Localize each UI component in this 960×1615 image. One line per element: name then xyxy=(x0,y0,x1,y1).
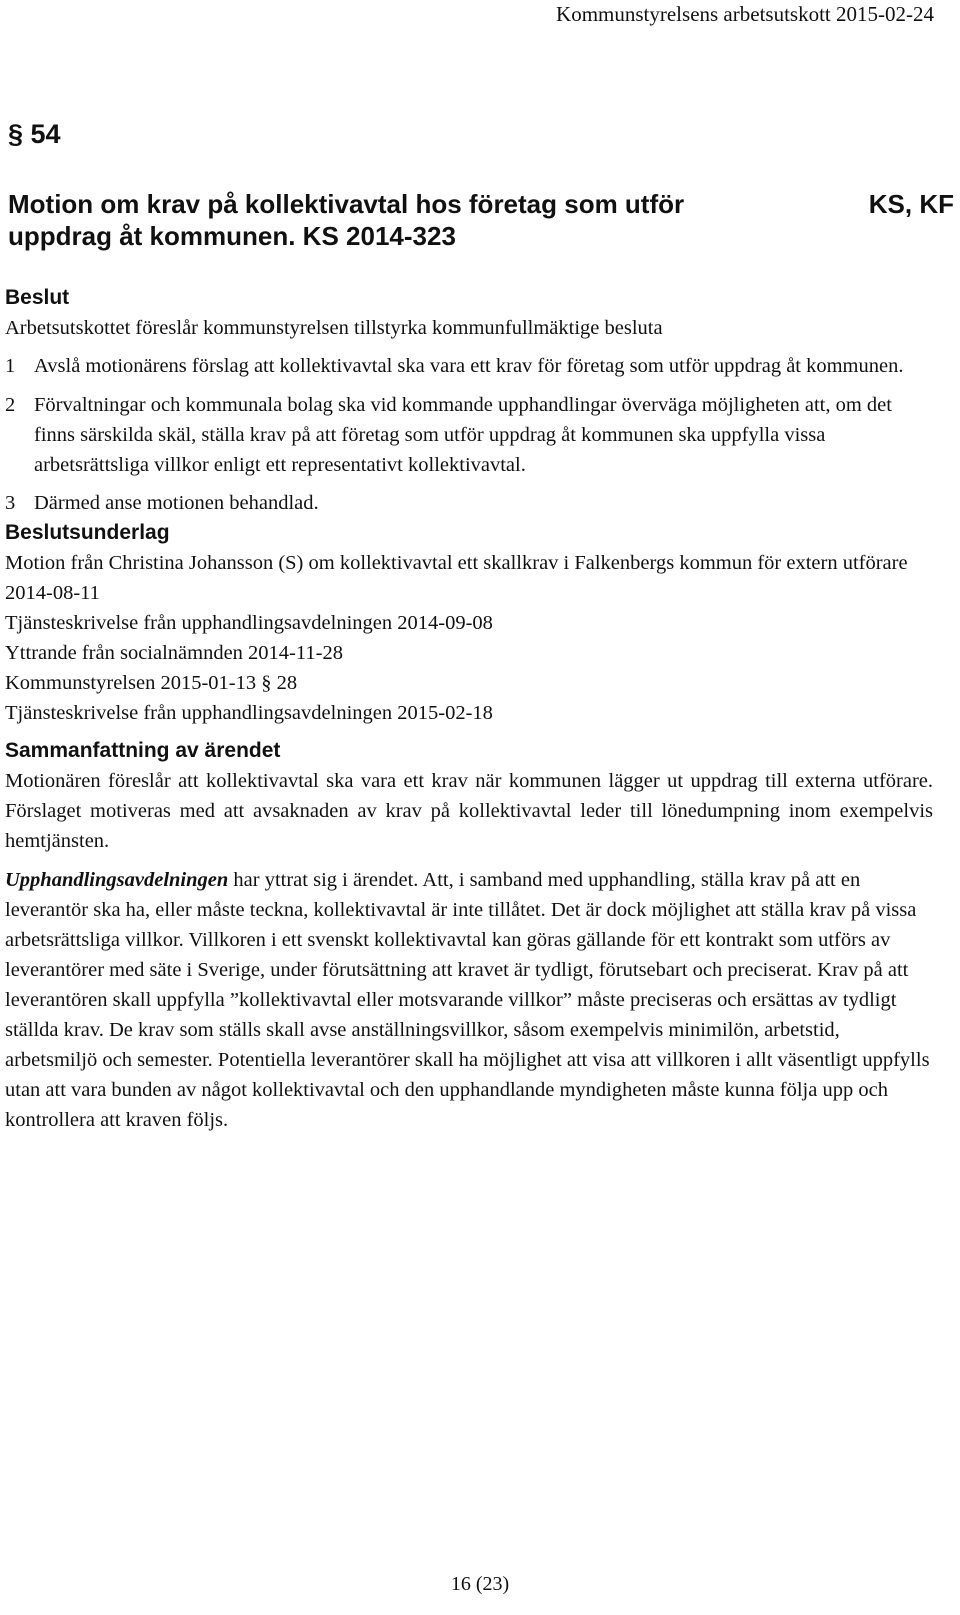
beslut-item-text: Därmed anse motionen behandlad. xyxy=(34,492,319,514)
beslut-heading: Beslut xyxy=(5,286,70,309)
sammanfattning-paragraph-2 xyxy=(5,865,933,1135)
page-number: 16 (23) xyxy=(450,1573,510,1595)
section-number: § 54 xyxy=(8,119,61,149)
item-title xyxy=(8,188,788,252)
item-title-line-1: Motion om krav på kollektivavtal hos företag som utför xyxy=(8,189,685,219)
document-body xyxy=(5,283,933,1135)
underlag-item: Yttrande från socialnämnden 2014-11-28 xyxy=(5,642,343,664)
underlag-item: Kommunstyrelsen 2015-01-13 § 28 xyxy=(5,672,298,694)
beslut-item-number: 2 xyxy=(5,394,16,416)
sammanfattning-paragraph-2-text: har yttrat sig i ärendet. Att, i samband med upphandling, ställa krav på att en leverantör ska ha, eller måste teckna, kollektivavtal är inte tillåtet. Det är dock möjlighet att ställa krav på vissa arbetsrättsliga villkor. Villkoren i ett svenskt kollektivavtal kan göras gällande för ett kontrakt som utförs av leverantörer med säte i Sverige, under förutsättning att kravet är tydligt, förutsebart och preciserat. Krav på att leverantören skall uppfylla ”kollektivavtal eller motsvarande villkor” måste preciseras och ersättas av tydligt ställda krav. De krav som ställs skall avse anställningsvillkor, såsom exempelvis minimilön, arbetstid, arbetsmiljö och semester. Potentiella leverantörer skall ha möjlighet att visa att villkoren i allt väsentligt uppfylls utan att vara bunden av något kollektivavtal och den upphandlande myndigheten måste kunna följa upp och kontrollera att kraven följs. xyxy=(5,869,930,1131)
beslut-item-number: 1 xyxy=(5,355,16,377)
sammanfattning-paragraph-1: Motionären föreslår att kollektivavtal ska vara ett krav när kommunen lägger ut uppdrag till externa utförare. Förslaget motiveras med att avsaknaden av krav på kollektivavtal leder till lönedumpning inom exempelvis hemtjänsten. xyxy=(5,770,933,852)
beslut-intro: Arbetsutskottet föreslår kommunstyrelsen tillstyrka kommunfullmäktige besluta xyxy=(5,317,663,339)
sammanfattning-heading: Sammanfattning av ärendet xyxy=(5,739,281,762)
upphandlingsavdelningen-lead: Upphandlingsavdelningen xyxy=(5,869,229,891)
beslut-item-number: 3 xyxy=(5,492,16,514)
beslut-item-1 xyxy=(5,351,933,381)
item-route-tag: KS, KF xyxy=(868,189,954,219)
running-header: Kommunstyrelsens arbetsutskott 2015-02-24 xyxy=(556,2,934,26)
beslut-item-text: Avslå motionärens förslag att kollektivavtal ska vara ett krav för företag som utför uppdrag åt kommunen. xyxy=(34,355,904,377)
underlag-item: Tjänsteskrivelse från upphandlingsavdelningen 2014-09-08 xyxy=(5,612,493,634)
beslut-item-text: Förvaltningar och kommunala bolag ska vid kommande upphandlingar överväga möjligheten att, om det finns särskilda skäl, ställa krav på att företag som utför uppdrag åt kommunen ska uppfylla vissa arbetsrättsliga villkor enligt ett representativt kollektivavtal. xyxy=(34,394,892,476)
beslut-item-3 xyxy=(5,488,933,518)
item-title-line-2: uppdrag åt kommunen. KS 2014-323 xyxy=(8,221,456,251)
underlag-item: Tjänsteskrivelse från upphandlingsavdelningen 2015-02-18 xyxy=(5,702,493,724)
underlag-heading: Beslutsunderlag xyxy=(5,521,170,544)
underlag-item: Motion från Christina Johansson (S) om kollektivavtal ett skallkrav i Falkenbergs kommun för extern utförare 2014-08-11 xyxy=(5,552,908,604)
beslut-item-2 xyxy=(5,390,933,480)
